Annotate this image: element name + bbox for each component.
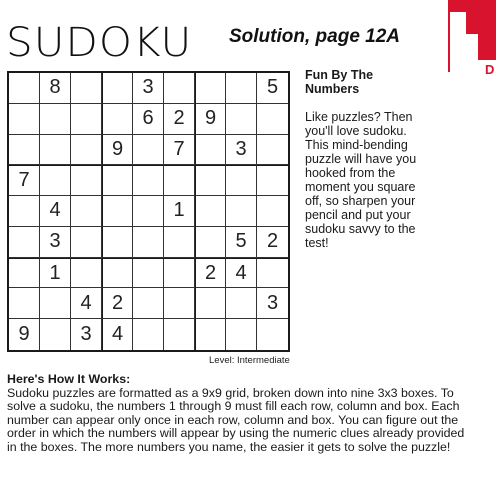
sudoku-cell xyxy=(71,73,102,104)
sudoku-cell: 3 xyxy=(133,73,164,104)
sudoku-cell: 3 xyxy=(257,288,288,319)
sudoku-cell xyxy=(226,288,257,319)
sudoku-cell xyxy=(164,319,195,350)
sudoku-cell xyxy=(102,196,133,227)
sudoku-cell: 3 xyxy=(71,319,102,350)
sudoku-cell xyxy=(164,73,195,104)
sudoku-cell xyxy=(102,165,133,196)
sudoku-cell xyxy=(195,165,226,196)
sudoku-cell: 3 xyxy=(40,227,71,258)
sudoku-cell xyxy=(133,288,164,319)
sudoku-cell xyxy=(71,165,102,196)
sudoku-cell xyxy=(195,196,226,227)
sudoku-title: SUDOKU xyxy=(6,20,193,66)
sudoku-cell: 2 xyxy=(195,258,226,289)
sudoku-cell xyxy=(226,196,257,227)
page-title xyxy=(6,20,193,66)
sudoku-cell: 8 xyxy=(40,73,71,104)
sudoku-cell xyxy=(133,135,164,166)
sudoku-cell xyxy=(257,135,288,166)
sudoku-cell: 1 xyxy=(164,196,195,227)
instructions-section xyxy=(7,373,477,455)
sidebar-heading: Fun By The Numbers xyxy=(305,68,374,96)
sudoku-cell: 9 xyxy=(195,104,226,135)
sudoku-cell xyxy=(164,165,195,196)
sudoku-cell xyxy=(133,196,164,227)
sudoku-cell xyxy=(133,227,164,258)
sudoku-cell xyxy=(102,258,133,289)
sidebar-text: Like puzzles? Then you'll love sudoku. This mind-bending puzzle will have you hooked from the moment you square off, so sharpen your pencil and put your sudoku savvy to the test! xyxy=(305,110,417,250)
sudoku-cell xyxy=(133,165,164,196)
sudoku-cell xyxy=(9,196,40,227)
sudoku-cell: 9 xyxy=(102,135,133,166)
sidebar-blurb xyxy=(305,68,425,250)
sudoku-cell xyxy=(40,135,71,166)
sudoku-cell: 9 xyxy=(9,319,40,350)
sudoku-cell: 4 xyxy=(40,196,71,227)
sudoku-cell xyxy=(71,104,102,135)
sudoku-cell xyxy=(102,73,133,104)
sudoku-cell xyxy=(9,227,40,258)
sudoku-cell: 4 xyxy=(102,319,133,350)
sudoku-cell: 1 xyxy=(40,258,71,289)
sudoku-cell xyxy=(40,104,71,135)
sudoku-grid xyxy=(7,71,290,352)
solution-reference: Solution, page 12A xyxy=(229,26,401,47)
sudoku-cell xyxy=(9,73,40,104)
sudoku-cell xyxy=(195,135,226,166)
sudoku-cell: 2 xyxy=(102,288,133,319)
sudoku-cell xyxy=(226,73,257,104)
sudoku-cell: 2 xyxy=(164,104,195,135)
sudoku-cell: 5 xyxy=(257,73,288,104)
difficulty-level: Level: Intermediate xyxy=(209,355,290,366)
sudoku-cell xyxy=(9,288,40,319)
instructions-text: Sudoku puzzles are formatted as a 9x9 grid, broken down into nine 3x3 boxes. To solve a sudoku, the numbers 1 through 9 must fill each row, column and box. Each number can appear only once in each row, column and box. You can figure out the order in which the numbers will appear by using the numeric clues already provided in the boxes. The more numbers you name, the easier it gets to solve the puzzle! xyxy=(7,385,465,454)
sudoku-cell xyxy=(71,135,102,166)
sudoku-cell: 3 xyxy=(226,135,257,166)
sudoku-cell: 7 xyxy=(9,165,40,196)
sudoku-cell xyxy=(9,258,40,289)
sudoku-cell: 4 xyxy=(71,288,102,319)
sudoku-cell xyxy=(40,288,71,319)
instructions-heading: Here's How It Works: xyxy=(7,372,131,386)
sudoku-cell xyxy=(164,227,195,258)
sudoku-cell xyxy=(257,165,288,196)
sudoku-cell xyxy=(133,258,164,289)
sudoku-cell xyxy=(195,319,226,350)
sudoku-cell xyxy=(9,135,40,166)
sudoku-cell: 2 xyxy=(257,227,288,258)
sudoku-cell xyxy=(102,227,133,258)
sudoku-cell xyxy=(71,196,102,227)
sudoku-cell xyxy=(257,258,288,289)
sudoku-cell: 7 xyxy=(164,135,195,166)
sudoku-cell: 5 xyxy=(226,227,257,258)
sudoku-cell xyxy=(133,319,164,350)
sudoku-cell: 6 xyxy=(133,104,164,135)
sudoku-cell xyxy=(226,165,257,196)
sudoku-cell xyxy=(102,104,133,135)
corner-letter: D xyxy=(485,62,495,77)
sudoku-cell xyxy=(226,104,257,135)
sudoku-cell xyxy=(226,319,257,350)
sudoku-cell xyxy=(40,319,71,350)
sudoku-cell xyxy=(40,165,71,196)
sudoku-cell xyxy=(257,319,288,350)
sudoku-cell xyxy=(195,227,226,258)
sudoku-cell xyxy=(9,104,40,135)
sudoku-cell xyxy=(164,288,195,319)
sudoku-cell: 4 xyxy=(226,258,257,289)
sudoku-cell xyxy=(257,104,288,135)
sudoku-cell xyxy=(257,196,288,227)
sudoku-cell xyxy=(164,258,195,289)
sudoku-cell xyxy=(195,73,226,104)
sudoku-cell xyxy=(71,258,102,289)
sudoku-cell xyxy=(71,227,102,258)
sudoku-cell xyxy=(195,288,226,319)
